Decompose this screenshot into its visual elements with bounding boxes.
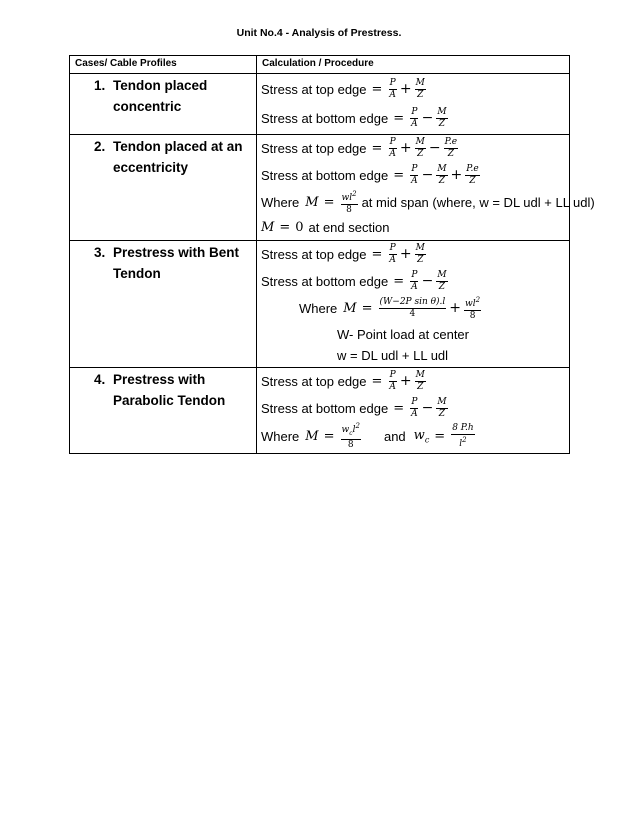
equals-sign: =	[323, 428, 335, 444]
fraction-numerator: M	[415, 77, 425, 88]
header-calculation: Calculation / Procedure	[257, 56, 570, 74]
table-row	[70, 241, 570, 368]
fraction-denominator: Z	[417, 254, 424, 265]
fraction-numerator: $wl^2$	[341, 189, 357, 203]
fraction-numerator: P.e	[466, 163, 479, 174]
case-title: Tendon placed	[113, 78, 208, 93]
plus-sign: +	[450, 167, 463, 183]
plus-sign: +	[399, 140, 412, 156]
fraction-numerator: P	[411, 396, 418, 407]
minus-sign: −	[421, 167, 434, 183]
fraction-denominator: Z	[438, 408, 446, 419]
case-title: Prestress with	[113, 372, 206, 387]
label-bottom-edge: Stress at bottom edge	[261, 400, 389, 416]
page-title: Unit No.4 - Analysis of Prestress.	[236, 27, 402, 39]
fraction-numerator: $w_cl^2$	[341, 421, 361, 440]
case-cell	[70, 74, 257, 135]
equals-sign: =	[393, 273, 405, 289]
fraction-numerator: P	[389, 369, 396, 380]
symbol-M: M	[343, 300, 357, 316]
fraction-denominator: Z	[447, 148, 454, 159]
fraction-numerator: P	[411, 106, 418, 117]
fraction-numerator: M	[415, 369, 425, 380]
label-top-edge: Stress at top edge	[261, 246, 367, 262]
procedure-cell	[257, 74, 570, 135]
case-number: 2.	[94, 139, 106, 154]
fraction-denominator: Z	[438, 281, 446, 292]
equals-sign: =	[361, 300, 373, 316]
case-title-cont: eccentricity	[113, 160, 189, 175]
fraction-numerator: P	[389, 77, 396, 88]
symbol-M: M	[261, 219, 275, 235]
mid-span-note: at mid span (where, w = DL udl + LL udl)	[361, 194, 595, 210]
label-bottom-edge: Stress at bottom edge	[261, 273, 389, 289]
fraction-numerator: M	[415, 136, 425, 147]
procedure-cell	[257, 368, 570, 454]
fraction-numerator: (W−2P sin θ).l	[379, 296, 446, 307]
symbol-wc: $w_c$	[413, 427, 430, 445]
equals-sign: =	[434, 428, 446, 444]
fraction-numerator: P	[389, 136, 396, 147]
equals-sign: =	[393, 167, 405, 183]
header-cases: Cases/ Cable Profiles	[70, 56, 257, 74]
fraction-denominator: A	[411, 175, 418, 186]
end-section-note: at end section	[308, 219, 390, 235]
label-where: Where	[261, 194, 300, 210]
case-title-cont: concentric	[113, 99, 182, 114]
formula-bottom-edge	[261, 162, 481, 188]
case-title: Prestress with Bent	[113, 245, 240, 260]
minus-sign: −	[428, 140, 441, 156]
fraction-denominator: Z	[438, 118, 446, 129]
point-load-note: W- Point load at center	[337, 327, 469, 342]
fraction-denominator: A	[389, 254, 396, 265]
equals-sign: =	[371, 81, 383, 97]
formula-bottom-edge	[261, 105, 449, 131]
case-title-cont: Tendon	[113, 266, 161, 281]
equals-sign: =	[323, 194, 335, 210]
table-header-row	[70, 56, 570, 74]
fraction-denominator: Z	[417, 381, 424, 392]
case-cell	[70, 135, 257, 241]
fraction-denominator: 8	[346, 204, 352, 215]
label-where: Where	[299, 300, 338, 316]
fraction-denominator: A	[389, 89, 396, 100]
fraction-denominator: 4	[409, 308, 416, 319]
moment-parabolic	[261, 423, 476, 449]
minus-sign: −	[421, 400, 434, 416]
plus-sign: +	[449, 300, 462, 316]
table-row	[70, 74, 570, 135]
plus-sign: +	[399, 373, 412, 389]
label-where: Where	[261, 428, 300, 444]
fraction-numerator: M	[437, 106, 447, 117]
equals-sign: =	[279, 219, 291, 235]
label-bottom-edge: Stress at bottom edge	[261, 167, 389, 183]
fraction-numerator: M	[437, 163, 447, 174]
fraction-denominator: A	[411, 281, 418, 292]
plus-sign: +	[399, 81, 412, 97]
case-title: Tendon placed at an	[113, 139, 243, 154]
fraction-numerator: $wl^2$	[465, 295, 481, 309]
value-zero: 0	[295, 219, 304, 235]
fraction-denominator: A	[389, 148, 396, 159]
formula-bottom-edge	[261, 395, 449, 421]
equals-sign: =	[371, 373, 383, 389]
fraction-denominator: $l^2$	[459, 435, 467, 449]
label-bottom-edge: Stress at bottom edge	[261, 110, 389, 126]
fraction-denominator: 8	[469, 310, 476, 321]
equals-sign: =	[371, 140, 383, 156]
label-top-edge: Stress at top edge	[261, 81, 367, 97]
procedure-cell	[257, 241, 570, 368]
table-row	[70, 368, 570, 454]
fraction-numerator: P	[411, 269, 418, 280]
equals-sign: =	[393, 110, 405, 126]
symbol-M: M	[305, 194, 319, 210]
equals-sign: =	[393, 400, 405, 416]
fraction-numerator: 8 P.h	[452, 422, 474, 433]
equals-sign: =	[371, 246, 383, 262]
fraction-denominator: Z	[469, 175, 476, 186]
minus-sign: −	[421, 110, 434, 126]
case-cell	[70, 368, 257, 454]
fraction-numerator: M	[437, 396, 447, 407]
fraction-numerator: M	[437, 269, 447, 280]
label-top-edge: Stress at top edge	[261, 140, 367, 156]
case-number: 3.	[94, 245, 106, 260]
udl-note: w = DL udl + LL udl	[337, 348, 449, 363]
table-row	[70, 135, 570, 241]
fraction-denominator: Z	[438, 175, 446, 186]
fraction-numerator: P	[411, 163, 418, 174]
moment-end-section	[261, 214, 389, 240]
formula-top-edge	[261, 241, 427, 267]
case-number: 1.	[94, 78, 106, 93]
fraction-denominator: Z	[417, 89, 424, 100]
formula-bottom-edge	[261, 268, 449, 294]
fraction-numerator: P	[389, 242, 396, 253]
procedure-cell	[257, 135, 595, 241]
minus-sign: −	[421, 273, 434, 289]
moment-bent-tendon	[299, 295, 482, 321]
case-number: 4.	[94, 372, 106, 387]
fraction-denominator: A	[411, 408, 418, 419]
formula-top-edge	[261, 135, 459, 161]
symbol-M: M	[305, 428, 319, 444]
moment-mid-span	[261, 189, 595, 215]
case-title-cont: Parabolic Tendon	[113, 393, 226, 408]
label-and: and	[383, 428, 406, 444]
plus-sign: +	[399, 246, 412, 262]
fraction-denominator: 8	[347, 439, 354, 450]
fraction-numerator: P.e	[444, 136, 458, 147]
fraction-denominator: A	[389, 381, 396, 392]
label-top-edge: Stress at top edge	[261, 373, 367, 389]
case-cell	[70, 241, 257, 368]
formula-top-edge	[261, 76, 427, 102]
fraction-denominator: A	[411, 118, 418, 129]
prestress-table	[69, 55, 595, 454]
fraction-numerator: M	[415, 242, 425, 253]
fraction-denominator: Z	[417, 148, 424, 159]
formula-top-edge	[261, 368, 427, 394]
